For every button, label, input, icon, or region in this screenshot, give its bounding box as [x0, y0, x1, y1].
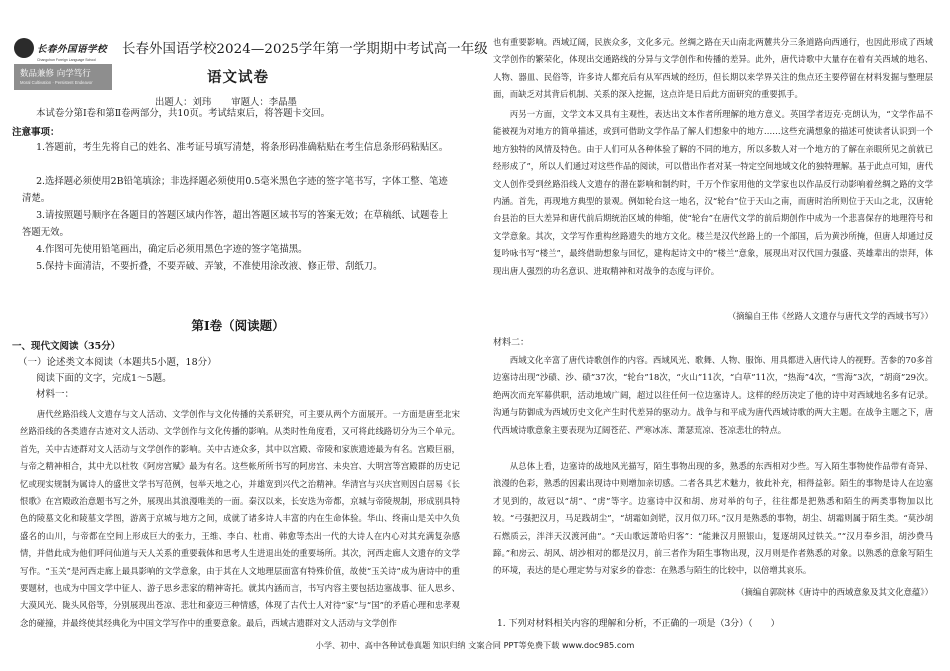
school-emblem-icon [14, 38, 34, 58]
paper-title: 语文试卷 [207, 69, 269, 86]
intro-text: 本试卷分第Ⅰ卷和第Ⅱ卷两部分，共10页。考试结束后，将答题卡交回。 [36, 108, 330, 119]
material1-text: 唐代丝路沿线人文遗存与文人活动、文学创作与文化传播的关系研究，可主要从两个方面展开。一方面是唐至北宋丝路沿线的各类遗存古迹对文人活动、文学创作与文化传播的影响。从类时性角度看，又可将此线路切分为三个单元。首先，关中古迹群对文人活动与文学创作的影响。关中古迹众多，其中以宫殿、帝陵和家族遗迹最为有名。宫殿巨丽，与帝之精神相合，其中尤以杜牧《阿房宫赋》最为有名。这些帐所所书写的阿房宫、未央宫、大明宫等宫殿群的历史记忆或现实规制为属诗人的盛世文学书写范例，包举天地之心，并雄宽到兴代之治精神。华清宫与兴庆宫则因白居易《长恨歌》在宫殿政治意题书写之外，展现出其浪漫唯美的一面。秦汉以来，长安迭为帝都，京城与帝陵规制，形成别具特色的陵墓文化和陵墓文学图，游离于京城与地方之间，成就了诸多诗人丰富的内在生命体验。华山、终南山是关中久负盛名的山川，与帝都在空间上形成巨大的张力，王维、李白、杜甫、韩愈等杰出一代的大诗人在内心对其充满复杂感情，并借此成为他们呼问仙道与天人关系的重要载体和思考人生进退出处的重要场所。其次，河西走廊人文遗存的文学写作。“玉关”是河西走廊上最具影响的文学意象，由于其在人文地理层面富有特殊价值，故使“玉关诗”成为唐诗中的重要题材，也成为中国文学中征人、游子思乡悲家的精神寄托。就其内涵而言，书写内容主要包括边塞战事、征人思乡、大漠风光、陇头风俗等，分别展现出苍凉、悲壮和豪迈三种情感，体现了古代士人对待“家”与“国”的矛盾心理和忠孝观念的碰撞，并最终使其经典化为中国文学写作中的重要意象。最后，西域古遗群对文人活动与文学创作 [20, 409, 460, 628]
source-1: （摘编自王伟《丝路人文遗存与唐代文学的西域书写》） [727, 311, 933, 321]
material1-paragraph2: 丙另一方面，文学文本又具有主观性，表达出文本作者所理解的地方意义。英国学者迈克·克朗认为，“文学作品不能被视为对地方的简单描述，或到可借助文学作品了解人们想象中的地方……这些充满想象的描述可使读者认识到一个地方独特的风情及特色。由于人们可从各种体验了解的不同的地方，所以多数人对一个地方的了解在亲眼所见之前就已经形成了”，所以人们通过对这些作品的阅读，可以借出作者对某一特定空间地域文化的独特理解。基于此点可知，唐代文人创作受到丝路沿线人文遗存的潜在影响和制约时，千万个作家用他的文学家也以作品反行动影响着丝绸之路的文学内涵。首先，再现地方典型的景观。例如轮台这一地名，汉“轮台”位于天山之南，而唐时治所则位于天山之北，汉唐轮台县治的巨大差异和唐代前后期统治区域的伸缩，使“轮台”在唐代文学的前后期创作中成为一个悲喜保存的地理符号和文学意象。其次，文学写作重构丝路遗失的地方文化。楼兰是汉代丝路上的一个部国，后为黄沙所掩，但唐人却通过反复吟咏书写“楼兰”，最终借助想象与回忆，建构起诗文中的“楼兰”意象，展现出对汉代国力强盛、英雄辈出的崇拜，体现出唐人强烈的功名意识、进取精神和对战争的态度与评价。 [493, 109, 933, 276]
material1-label: 材料一： [36, 389, 75, 400]
note-1: 1.答题前，考生先将自己的姓名、准考证号填写清楚，将条形码准确粘贴在考生信息条形码粘贴区。 [36, 142, 449, 153]
part1-heading: 一、现代文阅读（35分） [12, 341, 121, 352]
material1-continued: 也有重要影响。西域辽阔，民族众多，文化多元。丝绸之路在天山南北两麓共分三条道路向西通行，也因此形成了西域文学创作的繁荣化，体现出交通路线的分异与文学创作和传播的差异。此外，唐代诗歌中大量存在着有关西域的地名、人物、器皿、民俗等，许多诗人都充后有从军西域的经历，但长期以来学界关注的焦点还主要停留在材料发掘与整理层面，而缺乏对其背后机制、关系的深入挖掘，这点许是日后此方面研究的重要抓手。 [493, 37, 933, 100]
material2-label: 材料二： [493, 338, 530, 348]
logo-calligraphy: 长春外国语学校 [37, 44, 108, 55]
note-2: 2.选择题必须使用2B铅笔填涂；非选择题必须使用0.5毫米黑色字迹的签字笔书写，字体工整、笔迹清楚。 [22, 176, 448, 204]
source-2: （摘编自郭院林《唐诗中的西域意象及其文化意蕴》） [736, 587, 933, 597]
page-footer: 小学、初中、高中各种试卷真题 知识归纳 文案合同 PPT等免费下载 www.doc985.com [315, 640, 635, 650]
notes-title: 注意事项： [12, 127, 60, 138]
material2-paragraph1: 西域文化辛富了唐代诗歌创作的内容。西域风光、歌舞、人物、服饰、用具都进入唐代诗人的视野。苦参的70多首边塞诗出现“沙碛、沙、碛”37次，“轮台”18次，“火山”11次，“白草”11次，“热海”4次，“雪海”3次，“胡商”29次。绝两次而充军幕供职，活动地域广阔，超过以往任何一位边塞诗人。这样的经历决定了他的诗中对西域地名多有记录。沟通与防御成为西域历史文化产生时代差异的驱动力。战争与和平成为唐代西域诗歌的两大主题。在战争主题之下，唐代西域诗歌意象主要表现为辽阔苍茫、严寒冰冻、萧瑟荒凉、苍凉悲壮的特点。 [493, 355, 933, 435]
motto-english: Moral Cultivation · Persistent Endeavor [20, 80, 93, 85]
author: 出题人：刘玮 [155, 97, 212, 108]
instruction: 阅读下面的文字，完成1～5题。 [36, 373, 172, 384]
part1-subheading: （一）论述类文本阅读（本题共5小题，18分） [18, 357, 217, 368]
reviewer: 审题人：李晶墨 [231, 97, 297, 108]
motto-chinese: 数品兼修 向学笃行 [20, 69, 91, 79]
section-title: 第Ⅰ卷（阅读题） [191, 318, 285, 333]
note-3: 3.请按照题号顺序在各题目的答题区域内作答，超出答题区域书写的答案无效；在草稿纸、试题卷上答题无效。 [22, 210, 449, 238]
question-1: 1. 下列对材料相关内容的理解和分析，不正确的一项是（3分）（ ） [497, 619, 780, 629]
material2-paragraph2: 从总体上看，边塞诗的战地风光描写，陌生事物出现的多，熟悉的东西相对少些。写入陌生事物使作品带有奇异、浪漫的色彩，熟悉的因素出现诗中则增加亲切感。二者各具艺术魅力，彼此补充，相得益彰。陌生的事物是诗人在边塞才见到的，故冠以“胡”、“虏”等字。边塞诗中汉和胡、房对举的句子，往往都是把熟悉和陌生的两类事物加以比较。“弓强把汉月，马足践胡尘”，“胡霜如剑铓，汉月似刀环。”汉月是熟悉的事物，胡尘、胡霜则属于陌生类。“莫沙胡石燃质云，泮泮天汉渡河曲”。“天山歌远萧哈归客”：“能兼汉月照银山，复逐胡风过铁关。”“汉月奉乡泪，胡沙费马蹄。”和房云、胡风、胡沙相对的都是汉月，前三者作为陌生事物出现，汉月则是作者熟悉的对象。以熟悉的意象写陌生的环境，表达的是心理定势与对家乡的眷恋：在熟悉与陌生的比较中，以倍增其哀乐。 [493, 461, 933, 576]
logo-english-name: Changchun Foreign Language School [37, 58, 96, 62]
school-title: 长春外国语学校2024—2025学年第一学期期中考试高一年级 [122, 42, 488, 57]
note-4: 4.作图可先使用铅笔画出，确定后必须用黑色字迹的签字笔描黑。 [36, 244, 308, 255]
note-5: 5.保持卡面清洁，不要折叠，不要弄破、弄皱，不准使用涂改液、修正带、刮纸刀。 [36, 261, 383, 272]
